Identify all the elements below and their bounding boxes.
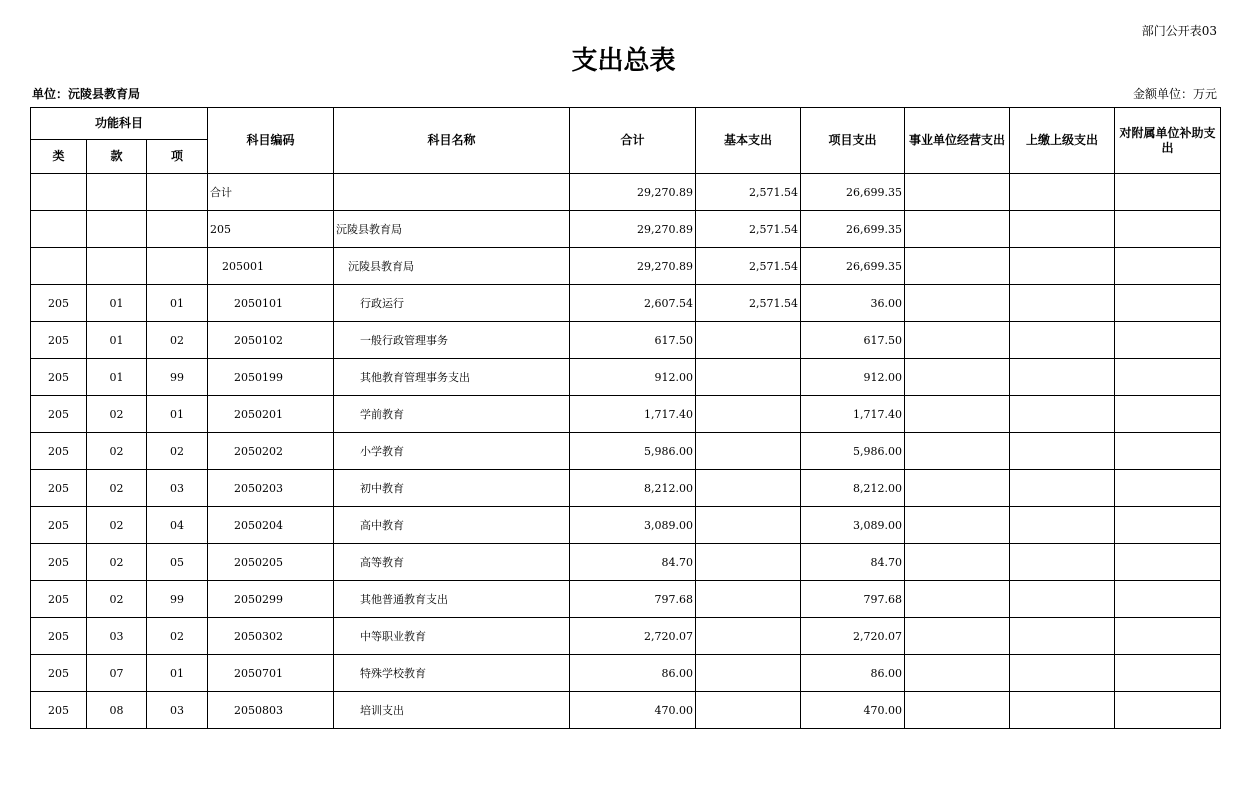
cell-kuan <box>87 248 147 285</box>
cell-kuan: 01 <box>87 285 147 322</box>
cell-basic: 2,571.54 <box>696 248 801 285</box>
cell-name: 初中教育 <box>334 470 570 507</box>
table-row <box>31 692 1221 729</box>
cell-superior <box>1010 359 1115 396</box>
cell-superior <box>1010 396 1115 433</box>
cell-total: 29,270.89 <box>570 248 696 285</box>
cell-kuan: 07 <box>87 655 147 692</box>
expenditure-table <box>30 107 1221 729</box>
cell-code: 2050102 <box>208 322 334 359</box>
cell-lei <box>31 211 87 248</box>
cell-kuan: 03 <box>87 618 147 655</box>
cell-business <box>905 211 1010 248</box>
table-row <box>31 396 1221 433</box>
cell-code: 合计 <box>208 174 334 211</box>
cell-subsidy <box>1115 581 1221 618</box>
cell-xiang <box>147 211 208 248</box>
cell-lei: 205 <box>31 396 87 433</box>
cell-name: 沅陵县教育局 <box>334 248 570 285</box>
cell-total: 797.68 <box>570 581 696 618</box>
cell-code: 2050101 <box>208 285 334 322</box>
header-name: 科目名称 <box>334 108 570 174</box>
page-title: 支出总表 <box>571 46 676 76</box>
cell-xiang: 03 <box>147 470 208 507</box>
cell-xiang: 02 <box>147 618 208 655</box>
cell-lei: 205 <box>31 433 87 470</box>
cell-business <box>905 581 1010 618</box>
cell-name: 特殊学校教育 <box>334 655 570 692</box>
cell-name: 学前教育 <box>334 396 570 433</box>
header-kuan: 款 <box>87 140 147 174</box>
cell-total: 8,212.00 <box>570 470 696 507</box>
header-code: 科目编码 <box>208 108 334 174</box>
cell-superior <box>1010 211 1115 248</box>
cell-superior <box>1010 433 1115 470</box>
cell-xiang <box>147 248 208 285</box>
table-row <box>31 211 1221 248</box>
cell-lei: 205 <box>31 581 87 618</box>
cell-basic <box>696 655 801 692</box>
cell-xiang: 99 <box>147 359 208 396</box>
cell-lei <box>31 248 87 285</box>
table-row <box>31 470 1221 507</box>
cell-total: 617.50 <box>570 322 696 359</box>
cell-business <box>905 692 1010 729</box>
cell-name: 行政运行 <box>334 285 570 322</box>
cell-business <box>905 655 1010 692</box>
cell-kuan <box>87 174 147 211</box>
cell-business <box>905 544 1010 581</box>
cell-basic: 2,571.54 <box>696 285 801 322</box>
cell-code: 2050203 <box>208 470 334 507</box>
cell-total: 84.70 <box>570 544 696 581</box>
cell-name: 一般行政管理事务 <box>334 322 570 359</box>
cell-name: 高等教育 <box>334 544 570 581</box>
cell-code: 205001 <box>208 248 334 285</box>
cell-lei <box>31 174 87 211</box>
cell-name: 培训支出 <box>334 692 570 729</box>
cell-superior <box>1010 470 1115 507</box>
cell-superior <box>1010 248 1115 285</box>
cell-code: 2050199 <box>208 359 334 396</box>
cell-lei: 205 <box>31 655 87 692</box>
cell-xiang: 02 <box>147 433 208 470</box>
cell-business <box>905 359 1010 396</box>
cell-code: 2050204 <box>208 507 334 544</box>
amount-unit-label: 金额单位：万元 <box>1132 87 1217 101</box>
cell-project: 36.00 <box>801 285 905 322</box>
cell-xiang: 02 <box>147 322 208 359</box>
cell-superior <box>1010 544 1115 581</box>
cell-lei: 205 <box>31 359 87 396</box>
cell-project: 86.00 <box>801 655 905 692</box>
cell-code: 2050701 <box>208 655 334 692</box>
cell-business <box>905 433 1010 470</box>
cell-total: 5,986.00 <box>570 433 696 470</box>
cell-kuan: 02 <box>87 507 147 544</box>
cell-kuan: 08 <box>87 692 147 729</box>
cell-project: 617.50 <box>801 322 905 359</box>
cell-name <box>334 174 570 211</box>
cell-lei: 205 <box>31 470 87 507</box>
cell-xiang: 01 <box>147 396 208 433</box>
header-lei: 类 <box>31 140 87 174</box>
cell-subsidy <box>1115 174 1221 211</box>
header-xiang: 项 <box>147 140 208 174</box>
table-row <box>31 655 1221 692</box>
cell-lei: 205 <box>31 544 87 581</box>
cell-kuan: 02 <box>87 470 147 507</box>
cell-kuan: 02 <box>87 433 147 470</box>
cell-xiang: 01 <box>147 655 208 692</box>
cell-subsidy <box>1115 692 1221 729</box>
cell-basic <box>696 544 801 581</box>
cell-business <box>905 322 1010 359</box>
cell-code: 2050299 <box>208 581 334 618</box>
table-row <box>31 322 1221 359</box>
cell-code: 2050803 <box>208 692 334 729</box>
header-superior: 上缴上级支出 <box>1010 108 1115 174</box>
cell-name: 小学教育 <box>334 433 570 470</box>
cell-lei: 205 <box>31 507 87 544</box>
cell-project: 470.00 <box>801 692 905 729</box>
cell-kuan: 02 <box>87 544 147 581</box>
cell-name: 其他教育管理事务支出 <box>334 359 570 396</box>
cell-business <box>905 174 1010 211</box>
cell-basic <box>696 692 801 729</box>
cell-subsidy <box>1115 470 1221 507</box>
table-row <box>31 359 1221 396</box>
cell-lei: 205 <box>31 285 87 322</box>
cell-xiang: 04 <box>147 507 208 544</box>
cell-basic <box>696 433 801 470</box>
cell-superior <box>1010 618 1115 655</box>
cell-business <box>905 248 1010 285</box>
cell-project: 5,986.00 <box>801 433 905 470</box>
table-row <box>31 544 1221 581</box>
cell-basic: 2,571.54 <box>696 211 801 248</box>
cell-basic: 2,571.54 <box>696 174 801 211</box>
cell-subsidy <box>1115 544 1221 581</box>
cell-total: 2,607.54 <box>570 285 696 322</box>
cell-name: 高中教育 <box>334 507 570 544</box>
header-subsidy: 对附属单位补助支出 <box>1115 108 1221 174</box>
cell-project: 26,699.35 <box>801 248 905 285</box>
cell-subsidy <box>1115 211 1221 248</box>
table-row <box>31 618 1221 655</box>
cell-xiang <box>147 174 208 211</box>
cell-superior <box>1010 285 1115 322</box>
cell-code: 2050201 <box>208 396 334 433</box>
header-func-group: 功能科目 <box>31 108 208 140</box>
cell-lei: 205 <box>31 692 87 729</box>
cell-lei: 205 <box>31 322 87 359</box>
cell-subsidy <box>1115 655 1221 692</box>
cell-project: 3,089.00 <box>801 507 905 544</box>
cell-project: 1,717.40 <box>801 396 905 433</box>
cell-superior <box>1010 655 1115 692</box>
cell-business <box>905 618 1010 655</box>
cell-lei: 205 <box>31 618 87 655</box>
cell-basic <box>696 322 801 359</box>
cell-basic <box>696 618 801 655</box>
cell-basic <box>696 581 801 618</box>
cell-project: 912.00 <box>801 359 905 396</box>
header-total: 合计 <box>570 108 696 174</box>
cell-code: 2050202 <box>208 433 334 470</box>
cell-xiang: 99 <box>147 581 208 618</box>
cell-kuan: 01 <box>87 322 147 359</box>
cell-name: 中等职业教育 <box>334 618 570 655</box>
cell-xiang: 03 <box>147 692 208 729</box>
cell-kuan: 02 <box>87 396 147 433</box>
cell-project: 26,699.35 <box>801 174 905 211</box>
cell-total: 3,089.00 <box>570 507 696 544</box>
cell-subsidy <box>1115 285 1221 322</box>
cell-total: 29,270.89 <box>570 174 696 211</box>
cell-kuan: 01 <box>87 359 147 396</box>
cell-subsidy <box>1115 507 1221 544</box>
cell-subsidy <box>1115 248 1221 285</box>
cell-business <box>905 285 1010 322</box>
cell-xiang: 01 <box>147 285 208 322</box>
cell-superior <box>1010 581 1115 618</box>
cell-superior <box>1010 322 1115 359</box>
form-number: 部门公开表03 <box>1141 24 1217 38</box>
cell-subsidy <box>1115 322 1221 359</box>
cell-basic <box>696 359 801 396</box>
cell-superior <box>1010 174 1115 211</box>
table-row <box>31 507 1221 544</box>
cell-xiang: 05 <box>147 544 208 581</box>
cell-basic <box>696 507 801 544</box>
cell-subsidy <box>1115 396 1221 433</box>
cell-total: 1,717.40 <box>570 396 696 433</box>
cell-business <box>905 507 1010 544</box>
cell-project: 2,720.07 <box>801 618 905 655</box>
cell-business <box>905 396 1010 433</box>
cell-total: 912.00 <box>570 359 696 396</box>
table-row <box>31 248 1221 285</box>
cell-project: 26,699.35 <box>801 211 905 248</box>
cell-project: 8,212.00 <box>801 470 905 507</box>
cell-name: 其他普通教育支出 <box>334 581 570 618</box>
cell-basic <box>696 470 801 507</box>
cell-name: 沅陵县教育局 <box>334 211 570 248</box>
cell-project: 84.70 <box>801 544 905 581</box>
cell-superior <box>1010 507 1115 544</box>
unit-label: 单位：沅陵县教育局 <box>32 87 141 101</box>
cell-kuan: 02 <box>87 581 147 618</box>
cell-subsidy <box>1115 433 1221 470</box>
cell-project: 797.68 <box>801 581 905 618</box>
cell-superior <box>1010 692 1115 729</box>
table-row <box>31 174 1221 211</box>
table-row <box>31 285 1221 322</box>
table-row <box>31 433 1221 470</box>
header-basic: 基本支出 <box>696 108 801 174</box>
cell-total: 2,720.07 <box>570 618 696 655</box>
cell-business <box>905 470 1010 507</box>
header-business: 事业单位经营支出 <box>905 108 1010 174</box>
cell-subsidy <box>1115 618 1221 655</box>
header-project: 项目支出 <box>801 108 905 174</box>
cell-total: 86.00 <box>570 655 696 692</box>
cell-code: 2050302 <box>208 618 334 655</box>
cell-total: 470.00 <box>570 692 696 729</box>
cell-total: 29,270.89 <box>570 211 696 248</box>
cell-kuan <box>87 211 147 248</box>
table-row <box>31 581 1221 618</box>
cell-basic <box>696 396 801 433</box>
cell-subsidy <box>1115 359 1221 396</box>
cell-code: 205 <box>208 211 334 248</box>
cell-code: 2050205 <box>208 544 334 581</box>
